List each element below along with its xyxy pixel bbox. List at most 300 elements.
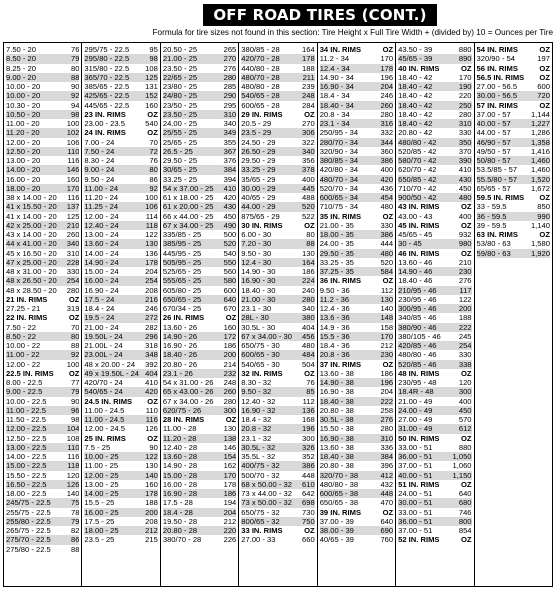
ounces-value: 126 (66, 479, 80, 489)
tire-size: 14.90 - 46 (398, 267, 433, 276)
table-row (84, 461, 157, 470)
ounces-value: 448 (302, 470, 315, 480)
ounces-value: 280 (380, 424, 394, 434)
ounces-value: 130 (223, 424, 237, 434)
tire-size: 29.50 - 25 (162, 156, 198, 165)
ounces-value: 118 (145, 220, 158, 230)
tire-size: 21.00 - 35 (319, 220, 354, 230)
ounces-value: 196 (302, 424, 315, 434)
ounces-value: 178 (380, 63, 394, 73)
table-row (163, 341, 236, 350)
tire-size: 12.50 - 22.5 (6, 433, 47, 443)
tire-size: 21.00L - 24 (84, 341, 123, 350)
tire-size: 37.00 - 39 (319, 516, 354, 526)
ounces-value: 70 (149, 137, 158, 147)
table-row (6, 535, 79, 544)
tire-size: 280/70 - 34 (319, 137, 359, 147)
tire-size: 320/90 - 54 (476, 54, 515, 64)
table-row (6, 350, 79, 359)
table-row (84, 82, 157, 91)
rim-size-heading: 50 IN. RIMS (398, 433, 440, 443)
ounces-value: 130 (145, 239, 158, 249)
tire-size: 20.80 - 26 (162, 359, 198, 369)
table-row (84, 276, 157, 285)
table-row (6, 276, 79, 285)
table-row (398, 341, 471, 350)
ounces-value: 100 (66, 119, 80, 128)
table-row (163, 184, 236, 193)
ounces-value: 125 (145, 72, 158, 82)
table-row (398, 276, 471, 285)
table-row (84, 304, 157, 313)
ounces-value: 196 (380, 72, 394, 82)
tire-size: 31.00 - 49 (398, 424, 433, 434)
ounces-value: 1,920 (530, 248, 550, 258)
table-row (84, 175, 157, 184)
tire-size: 53.5/85 - 57 (476, 165, 518, 175)
table-row (398, 517, 471, 526)
section-header (477, 64, 550, 73)
ounces-value: 280 (66, 285, 80, 295)
tire-size: 16.90 - 24 (84, 285, 119, 295)
ounces-value: 222 (458, 322, 472, 332)
table-row (241, 332, 314, 341)
ounces-value: 88 (70, 544, 80, 554)
table-row (241, 267, 314, 276)
tire-size: 340/85 - 46 (398, 313, 437, 323)
tire-size: 24.50 - 29 (241, 137, 276, 147)
tire-size: 27.25 - 21 (6, 304, 41, 313)
tire-size: 21.00 - 30 (241, 294, 276, 304)
table-row (320, 434, 393, 443)
table-row (6, 184, 79, 193)
tire-size: 23.1 - 34 (319, 119, 350, 128)
ounces-value: 160 (145, 479, 158, 489)
ounces-value: 168 (302, 415, 315, 424)
section-header (241, 110, 314, 119)
ounces-value: 110 (67, 442, 80, 452)
tire-size: 35/65 - 29 (241, 174, 276, 184)
ounces-value: 500 (223, 230, 237, 239)
table-row (241, 73, 314, 82)
ounces-heading: OZ (460, 535, 472, 545)
table-row (6, 249, 79, 258)
ounces-value: 430 (458, 174, 472, 184)
ounces-value: 310 (458, 119, 472, 128)
tire-size: 14.90 - 30 (241, 267, 276, 276)
table-row (241, 165, 314, 174)
ounces-value: 484 (302, 350, 315, 360)
ounces-value: 340 (302, 304, 315, 313)
tire-size: 7.20 - 30 (241, 239, 272, 249)
table-row (320, 230, 393, 239)
ounces-value: 370 (458, 146, 472, 156)
tire-size: 40/65 - 29 (241, 193, 276, 202)
tire-size: 18.40 - 42 (398, 119, 433, 128)
table-row (241, 175, 314, 184)
table-row (6, 378, 79, 387)
table-row (398, 147, 471, 156)
tire-size: 18.40 - 42 (398, 91, 433, 101)
table-row (163, 73, 236, 82)
ounces-value: 355 (223, 137, 237, 147)
section-header (163, 415, 236, 424)
tire-size: 440/80 - 28 (241, 63, 280, 73)
ounces-value: 319 (66, 304, 80, 313)
tire-size: 12.00 - 24.5 (84, 424, 125, 434)
ounces-value: 100 (66, 359, 80, 369)
tire-size: 10.00 - 25 (84, 452, 119, 461)
ounces-value: 698 (302, 498, 315, 508)
ounces-value: 250 (458, 100, 472, 110)
table-row (320, 304, 393, 313)
ounces-heading: OZ (460, 248, 472, 258)
ounces-value: 432 (380, 479, 394, 489)
ounces-value: 330 (66, 267, 80, 276)
table-row (163, 249, 236, 258)
ounces-value: 1,460 (530, 165, 550, 175)
table-row (320, 323, 393, 332)
rim-size-heading: 34 IN. RIMS (319, 45, 362, 54)
ounces-value: 1,060 (452, 461, 472, 471)
tire-size: 10.00 - 22 (6, 341, 41, 350)
ounces-value: 125 (66, 211, 80, 221)
ounces-value: 570 (458, 415, 472, 424)
tire-size: 365/70 - 22.5 (84, 72, 130, 82)
table-row (398, 498, 471, 507)
section-header (477, 230, 550, 239)
ounces-value: 186 (223, 489, 237, 498)
ounces-heading: OZ (539, 100, 550, 110)
ounces-value: 1,150 (452, 470, 472, 480)
table-row (84, 360, 157, 369)
table-row (84, 119, 157, 128)
tire-size: 37.00 - 57 (476, 109, 511, 119)
table-row (241, 54, 314, 63)
table-row (241, 498, 314, 507)
table-row (398, 443, 471, 452)
table-row (163, 258, 236, 267)
tire-size: 30.5L - 38 (319, 415, 354, 424)
table-row (241, 138, 314, 147)
ounces-value: 1,672 (530, 183, 550, 193)
ounces-value: 420 (380, 174, 394, 184)
ounces-value: 584 (380, 267, 394, 276)
table-row (84, 489, 157, 498)
ounces-value: 170 (66, 183, 80, 193)
tire-size: 18.4 - 34 (319, 91, 350, 101)
tire-size: 18.40 - 26 (162, 350, 198, 360)
ounces-value: 394 (223, 174, 237, 184)
tire-size: 580/70 - 42 (398, 156, 437, 165)
ounces-value: 80 (306, 230, 315, 239)
table-row (398, 526, 471, 535)
tire-size: 15.5 - 25 (84, 498, 115, 508)
ounces-value: 92 (149, 183, 158, 193)
table-row (241, 480, 314, 489)
tire-size: 420/70 - 28 (241, 54, 280, 64)
ounces-value: 310 (380, 433, 394, 443)
tire-size: 16.00 - 24 (84, 276, 119, 286)
table-row (398, 415, 471, 424)
tire-size: 710/70 - 42 (398, 183, 437, 193)
table-row (84, 165, 157, 174)
tire-size: 33.00 - 51 (398, 442, 433, 452)
table-row (84, 147, 157, 156)
table-row (6, 434, 79, 443)
tire-size: 13.60 - 38 (319, 442, 354, 452)
table-row (84, 387, 157, 396)
tire-size: 36 - 59.5 (476, 211, 507, 221)
table-row (84, 406, 157, 415)
ounces-value: 260 (380, 100, 394, 110)
tire-size: 505/95 - 25 (162, 257, 202, 267)
ounces-value: 80 (149, 165, 158, 175)
ounces-value: 248 (223, 378, 237, 387)
tire-size: 16.90 - 30 (241, 276, 276, 286)
table-row (477, 119, 550, 128)
table-row (320, 526, 393, 535)
ounces-value: 470 (380, 498, 394, 508)
table-row (241, 258, 314, 267)
ounces-value: 88 (70, 341, 80, 350)
table-row (6, 193, 79, 202)
ounces-value: 100 (145, 193, 158, 202)
ounces-value: 640 (380, 516, 394, 526)
tire-size: 22/65 - 25 (162, 72, 198, 82)
table-row (398, 424, 471, 433)
ounces-value: 410 (223, 183, 237, 193)
table-row (241, 119, 314, 128)
table-row (163, 54, 236, 63)
ounces-value: 110 (67, 146, 80, 156)
tire-size: 36.00 - 51 (398, 516, 433, 526)
table-row (398, 184, 471, 193)
section-header (84, 434, 157, 443)
table-row (6, 175, 79, 184)
tire-size: 900/50 - 42 (398, 193, 437, 202)
ounces-value: 204 (380, 387, 394, 397)
table-row (477, 138, 550, 147)
ounces-value: 445 (302, 183, 315, 193)
table-row (398, 471, 471, 480)
ounces-heading: OZ (304, 526, 315, 535)
section-header (6, 313, 79, 322)
table-row (84, 156, 157, 165)
ounces-heading: OZ (460, 368, 472, 378)
ounces-value: 230 (380, 350, 394, 360)
table-row (6, 424, 79, 433)
ounces-value: 600 (537, 82, 550, 91)
table-row (320, 295, 393, 304)
ounces-value: 194 (223, 498, 237, 508)
ounces-value: 880 (458, 45, 472, 54)
tire-size: 12.40 - 32 (241, 396, 276, 406)
table-row (398, 360, 471, 369)
tire-size: 13.60 - 28 (162, 452, 198, 461)
ounces-value: 932 (458, 230, 472, 239)
ounces-value: 90 (149, 442, 158, 452)
tire-size: 11.2 - 36 (319, 294, 350, 304)
tire-size: 18.4 - 32 (241, 415, 272, 424)
rim-size-heading: 24 IN. RIMS (84, 128, 126, 138)
table-row (6, 230, 79, 239)
table-row (320, 54, 393, 63)
table-row (84, 341, 157, 350)
ounces-heading: OZ (460, 220, 472, 230)
tire-size: 18.40 - 34 (319, 100, 354, 110)
table-row (320, 387, 393, 396)
ounces-value: 204 (380, 82, 394, 91)
tire-size: 9.00 - 24 (84, 165, 115, 175)
tire-size: 44.00 - 29 (241, 202, 276, 212)
table-row (6, 165, 79, 174)
ounces-value: 90 (70, 82, 80, 91)
ounces-value: 70 (70, 322, 80, 332)
table-row (6, 489, 79, 498)
tire-size: 14.00 - 24 (84, 248, 119, 258)
table-row (398, 175, 471, 184)
table-row (398, 295, 471, 304)
table-row (6, 110, 79, 119)
tire-size: 17.5 - 28 (162, 498, 193, 508)
tire-size: 380/90 - 46 (398, 322, 437, 332)
ounces-value: 1,050 (452, 452, 472, 461)
ounces-value: 270 (223, 54, 237, 64)
ounces-value: 98 (70, 415, 80, 424)
table-row (477, 82, 550, 91)
ounces-value: 200 (458, 304, 472, 313)
tire-size: 26.50 - 29 (241, 146, 276, 156)
tire-size: 12.4 - 36 (319, 304, 350, 313)
tire-size: 11.00 - 28 (162, 424, 197, 434)
ounces-value: 220 (458, 91, 472, 101)
ounces-value: 296 (145, 331, 158, 341)
ounces-value: 148 (380, 313, 394, 323)
tire-size: 37.00 - 51 (398, 526, 433, 535)
ounces-value: 344 (380, 137, 394, 147)
tire-size: 8.50 - 22 (6, 331, 36, 341)
ounces-heading: OZ (382, 276, 394, 286)
table-row (163, 128, 236, 137)
tire-size: 18.40 - 42 (398, 72, 433, 82)
tire-size: 66 x 44.00 - 25 (162, 211, 214, 221)
table-column (396, 43, 474, 586)
table-row (320, 128, 393, 137)
tire-size: 7.50 - 22 (6, 322, 36, 332)
rim-size-heading: 59.5 IN. RIMS (476, 193, 525, 202)
tire-size: 25/55 - 25 (162, 128, 198, 138)
tire-size: 53/80 - 63 (476, 239, 511, 249)
ounces-value: 850 (537, 202, 550, 212)
tire-size: 30.00 - 51 (398, 498, 433, 508)
tire-size: 600/65 - 30 (241, 350, 280, 360)
tire-size: 16.90 - 34 (319, 82, 354, 91)
ounces-value: 98 (70, 109, 80, 119)
ounces-value: 1,416 (530, 146, 550, 156)
tire-size: 20.80 - 38 (319, 461, 354, 471)
ounces-value: 200 (145, 507, 158, 517)
ounces-value: 254 (458, 341, 472, 350)
tire-size: 14.90 - 26 (162, 331, 198, 341)
tire-size: 650/65 - 38 (319, 498, 359, 508)
tire-size: 18.00 - 22.5 (6, 489, 47, 498)
tire-size: 16.90 - 28 (162, 489, 198, 498)
table-row (320, 332, 393, 341)
table-row (320, 91, 393, 100)
rim-size-heading: 30 IN. RIMS (241, 220, 283, 230)
ounces-value: 310 (223, 109, 237, 119)
ounces-value: 276 (458, 276, 472, 286)
table-row (398, 332, 471, 341)
table-row (6, 91, 79, 100)
ounces-heading: OZ (382, 45, 394, 54)
tire-size: 49 x 19.50L - 24 (84, 368, 140, 378)
tire-size: 14.9 - 36 (319, 322, 350, 332)
table-row (84, 101, 157, 110)
ounces-value: 1,144 (530, 109, 550, 119)
ounces-value: 116 (67, 452, 80, 461)
table-row (241, 461, 314, 470)
rim-size-heading: 57 IN. RIMS (476, 100, 518, 110)
tire-size: 41 x 14.00 - 20 (6, 211, 57, 221)
table-row (6, 101, 79, 110)
ounces-value: 188 (458, 313, 472, 323)
table-row (6, 147, 79, 156)
tire-size: 61 x 20.00 - 25 (162, 202, 214, 212)
tire-size: 48 x 20.00 - 24 (84, 359, 136, 369)
ounces-value: 690 (380, 526, 394, 535)
ounces-value: 285 (223, 82, 237, 91)
table-row (320, 138, 393, 147)
tire-size: 12.50 - 20 (6, 146, 41, 156)
table-row (6, 258, 79, 267)
tire-size: 555/65 - 25 (162, 276, 202, 286)
tire-size: 380/105 - 46 (398, 331, 441, 341)
table-row (241, 276, 314, 285)
table-row (398, 286, 471, 295)
table-row (6, 461, 79, 470)
table-row (320, 156, 393, 165)
table-row (241, 434, 314, 443)
tire-size: 320/90 - 34 (319, 146, 359, 156)
tire-size: 55.5/80 - 57 (476, 174, 518, 184)
ounces-value: 280 (223, 396, 237, 406)
ounces-value: 170 (380, 331, 394, 341)
ounces-value: 138 (223, 433, 237, 443)
ounces-value: 349 (223, 128, 237, 138)
tire-size: 40/65 - 39 (319, 535, 354, 545)
tire-size: 23.5 - 25 (84, 535, 115, 545)
tire-size: 45/65 - 39 (398, 54, 433, 64)
table-row (84, 471, 157, 480)
ounces-value: 160 (223, 322, 237, 332)
ounces-value: 560 (223, 267, 237, 276)
ounces-value: 400 (458, 211, 472, 221)
rim-size-heading: 56.5 IN. RIMS (476, 72, 525, 82)
ounces-value: 420 (145, 387, 158, 397)
table-row (6, 128, 79, 137)
tire-size: 250/95 - 34 (319, 128, 359, 138)
ounces-value: 140 (145, 470, 158, 480)
ounces-value: 410 (145, 378, 158, 387)
ounces-value: 82 (70, 526, 80, 535)
ounces-value: 210 (66, 220, 80, 230)
table-row (241, 101, 314, 110)
ounces-value: 330 (380, 220, 394, 230)
tire-size: 480/70 - 28 (241, 72, 280, 82)
ounces-value: 215 (145, 535, 158, 545)
